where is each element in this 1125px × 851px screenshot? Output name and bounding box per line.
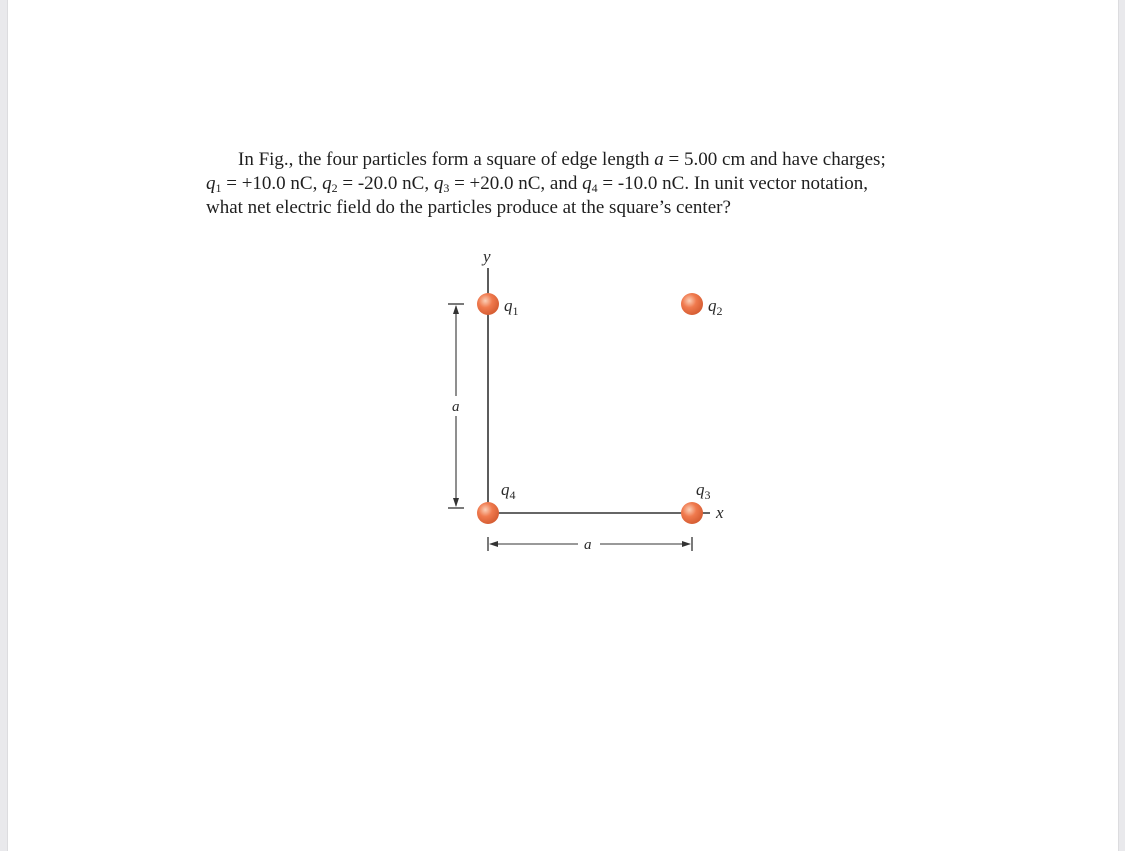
vertical-dimension: [448, 304, 464, 508]
charge-value-q1: = +10.0 nC,: [221, 173, 323, 194]
figure-diagram: [408, 238, 768, 558]
label-subscript: 3: [704, 488, 711, 502]
charge-value-q2: = -20.0 nC,: [337, 173, 434, 194]
particle-q1: [477, 293, 499, 315]
charge-symbol: q: [433, 173, 444, 194]
charge-subscript: 4: [591, 181, 598, 195]
label-q3: [696, 480, 711, 502]
problem-text: In Fig., the four particles form a square of edge length: [238, 149, 655, 170]
label-subscript: 4: [509, 488, 516, 502]
charge-subscript: 1: [215, 181, 222, 195]
problem-text: = 5.00 cm and have charges;: [663, 149, 886, 170]
problem-line-1: [206, 148, 996, 172]
label-subscript: 1: [512, 304, 519, 318]
label-q-letter: q: [696, 480, 705, 499]
problem-line-3: what net electric field do the particles produce at the square’s center?: [206, 197, 731, 218]
label-q-letter: q: [708, 296, 717, 315]
edge-label-vertical: a: [452, 399, 460, 415]
document-page: [8, 0, 1118, 851]
charge-symbol: q: [206, 173, 216, 194]
label-q-letter: q: [504, 296, 513, 315]
particle-q4: [477, 502, 499, 524]
charge-symbol: q: [322, 173, 332, 194]
label-subscript: 2: [716, 304, 723, 318]
charge-subscript: 2: [331, 181, 338, 195]
charge-subscript: 3: [443, 181, 450, 195]
x-axis-label: x: [716, 503, 724, 522]
charge-symbol: q: [582, 173, 592, 194]
charge-value-q3: = +20.0 nC, and: [449, 173, 583, 194]
particle-q3: [681, 502, 703, 524]
edge-length-symbol: a: [654, 149, 664, 170]
charge-value-q4: = -10.0 nC. In unit vector notation,: [597, 173, 868, 194]
particle-q2: [681, 293, 703, 315]
y-axis-label: y: [483, 247, 491, 266]
problem-statement: [206, 148, 996, 220]
label-q2: [708, 296, 723, 318]
charge-square-figure: [408, 238, 768, 558]
label-q4: [501, 480, 516, 502]
label-q1: [504, 296, 519, 318]
problem-line-2: [206, 172, 996, 196]
edge-label-horizontal: a: [584, 537, 592, 553]
label-q-letter: q: [501, 480, 510, 499]
horizontal-dimension: [488, 537, 692, 553]
